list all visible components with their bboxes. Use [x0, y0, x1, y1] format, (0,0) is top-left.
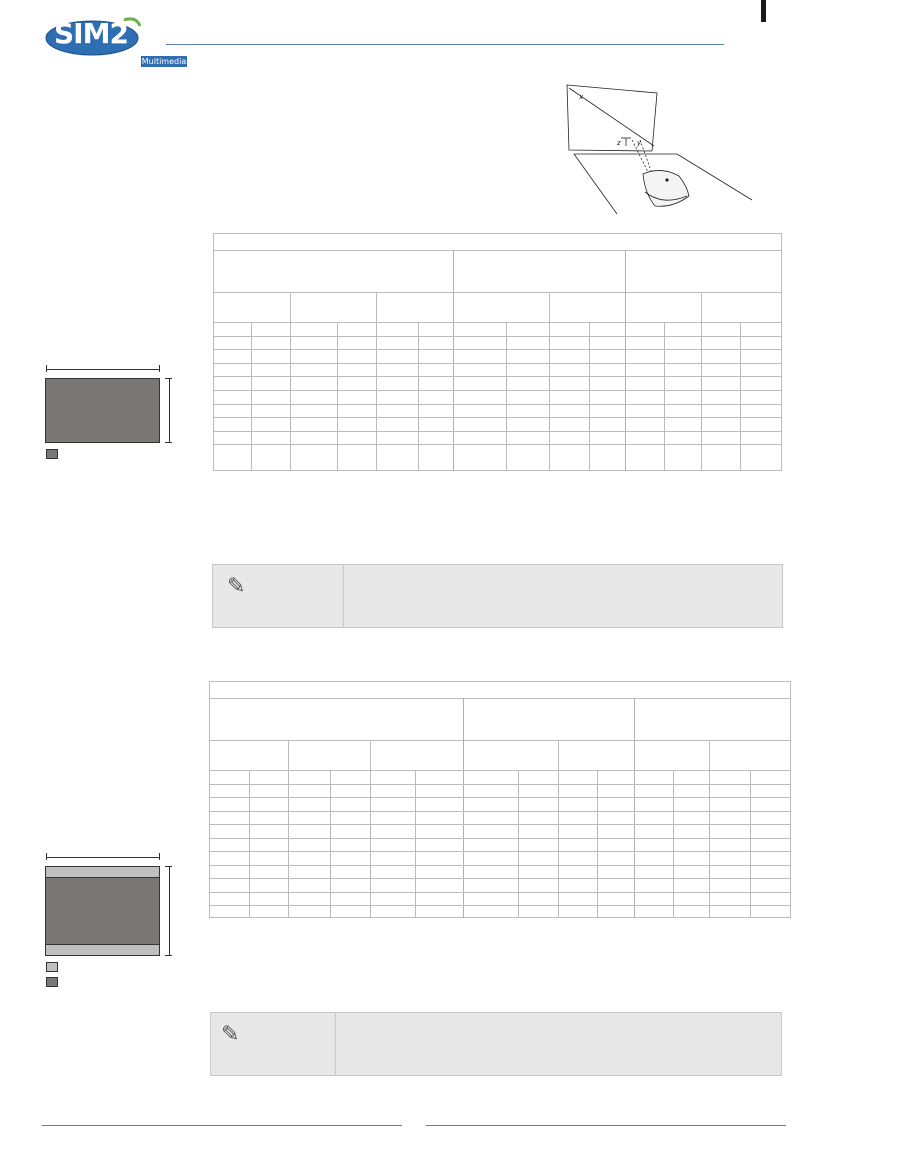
table-column-rule — [589, 322, 590, 471]
table-column-rule — [506, 322, 507, 471]
width-dimension-line — [46, 857, 160, 858]
table-row-rule — [213, 417, 782, 418]
table-group-divider — [463, 698, 464, 918]
table-row-rule — [209, 824, 791, 825]
table-rule — [213, 250, 782, 251]
dim-tick — [159, 365, 160, 372]
table-subgroup-rule — [701, 292, 702, 471]
dim-tick — [165, 442, 172, 443]
table-row-rule — [213, 404, 782, 405]
table-row-rule — [209, 892, 791, 893]
table-row-rule — [213, 336, 782, 337]
screen-area — [45, 866, 160, 956]
logo-subtitle: Multimedia — [141, 57, 187, 66]
table-column-rule — [415, 770, 416, 918]
logo-wordmark: SIM2 — [54, 17, 128, 50]
projection-table-2 — [209, 681, 791, 918]
legend-swatch-dark — [46, 977, 58, 987]
table-row-rule — [209, 878, 791, 879]
table-subgroup-rule — [370, 740, 371, 918]
dim-tick — [165, 955, 172, 956]
table-row-rule — [209, 811, 791, 812]
table-row-rule — [209, 851, 791, 852]
table-group-divider — [453, 250, 454, 471]
header-rule — [166, 44, 724, 45]
diagram-label-x: x — [579, 93, 584, 101]
pencil-icon: ✎ — [227, 573, 246, 598]
table-row-rule — [213, 376, 782, 377]
footer-rule-left — [42, 1125, 402, 1126]
table-column-rule — [249, 770, 250, 918]
dim-tick — [159, 853, 160, 860]
table-column-rule — [664, 322, 665, 471]
table-row-rule — [209, 838, 791, 839]
table-row-rule — [209, 865, 791, 866]
letterbox-bar-top — [46, 867, 159, 878]
table-column-rule — [597, 770, 598, 918]
diagram-label-z: z — [617, 139, 621, 147]
table-row-rule — [209, 905, 791, 906]
sim2-logo — [44, 14, 187, 66]
table-column-rule — [251, 322, 252, 471]
table-row-rule — [209, 770, 791, 771]
table-subgroup-rule — [558, 740, 559, 918]
table-column-rule — [337, 322, 338, 471]
height-dimension-line — [169, 866, 170, 956]
note-divider — [343, 565, 344, 627]
table-column-rule — [518, 770, 519, 918]
table-row-rule — [213, 431, 782, 432]
table-subgroup-rule — [290, 292, 291, 471]
note-box-2 — [210, 1012, 782, 1076]
screen-area — [45, 378, 160, 443]
table-subgroup-rule — [709, 740, 710, 918]
table-column-rule — [330, 770, 331, 918]
table-column-rule — [673, 770, 674, 918]
letterbox-bar-bottom — [46, 944, 159, 955]
table-row-rule — [209, 797, 791, 798]
table-row-rule — [209, 784, 791, 785]
projection-table-1 — [213, 233, 782, 471]
table-subgroup-rule — [288, 740, 289, 918]
diagram-label-y: y — [637, 139, 642, 147]
table-column-rule — [418, 322, 419, 471]
pencil-icon: ✎ — [221, 1021, 240, 1046]
table-row-rule — [213, 363, 782, 364]
width-dimension-line — [46, 369, 160, 370]
table-rule — [209, 698, 791, 699]
table-row-rule — [213, 390, 782, 391]
note-box-1 — [212, 564, 783, 628]
table-row-rule — [213, 349, 782, 350]
footer-rule-right — [426, 1125, 786, 1126]
note-divider — [335, 1013, 336, 1075]
table-column-rule — [750, 770, 751, 918]
legend-swatch-dark — [46, 449, 58, 459]
height-dimension-line — [169, 378, 170, 442]
table-rule — [213, 292, 782, 293]
legend-swatch-light — [46, 962, 58, 972]
projection-diagram — [555, 82, 760, 217]
table-subgroup-rule — [549, 292, 550, 471]
table-subgroup-rule — [376, 292, 377, 471]
table-row-rule — [213, 322, 782, 323]
table-rule — [209, 740, 791, 741]
page-corner-mark — [761, 0, 766, 22]
table-group-divider — [625, 250, 626, 471]
table-row-rule — [213, 444, 782, 445]
table-column-rule — [740, 322, 741, 471]
table-group-divider — [634, 698, 635, 918]
